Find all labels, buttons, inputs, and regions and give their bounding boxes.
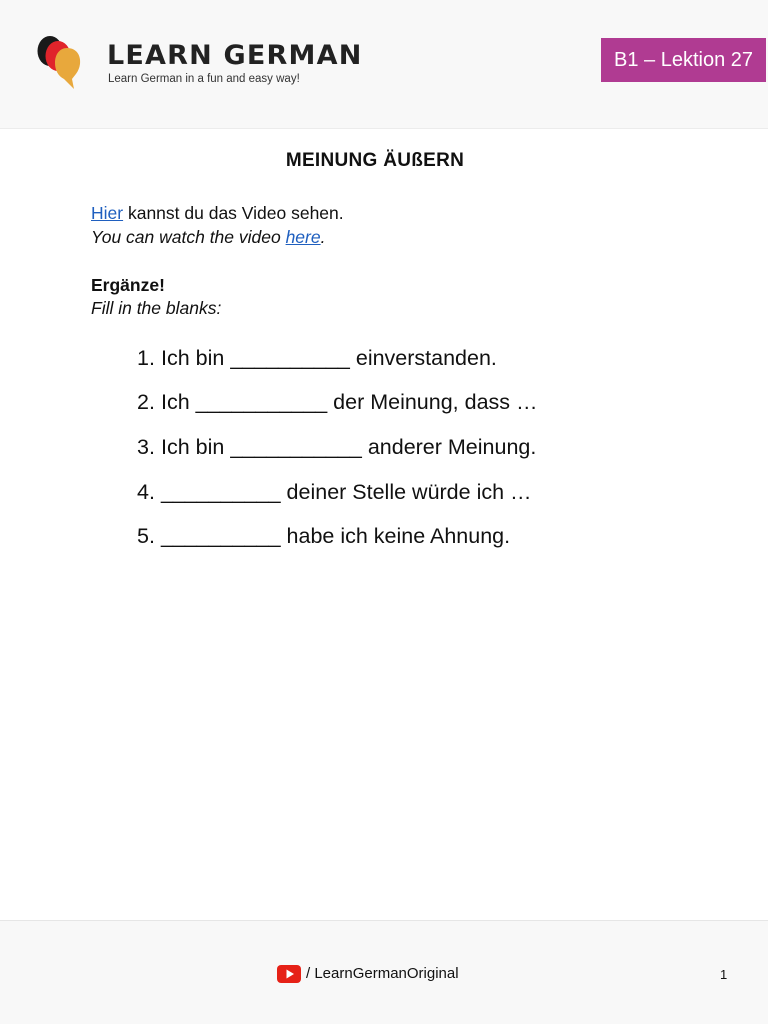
page-number: 1 [720,967,728,982]
video-link-hier[interactable]: Hier [91,203,124,223]
channel-link[interactable]: / LearnGermanOriginal [306,965,459,982]
exercise-text: __________ deiner Stelle würde ich … [161,479,532,504]
list-item [137,470,538,515]
video-line-english [91,227,325,248]
instruction-english: Fill in the blanks: [91,298,222,318]
exercise-list [137,336,538,559]
video-line-german [91,203,344,224]
brand-title: LEARN GERMAN [107,40,363,71]
video-line-german-text: kannst du das Video sehen. [123,203,344,223]
exercise-number: 3. [137,434,155,459]
page-header [0,0,768,129]
exercise-number: 4. [137,479,155,504]
list-item [137,514,538,559]
page-footer [0,920,768,1024]
brand-tagline: Learn German in a fun and easy way! [108,73,300,85]
page-title: MEINUNG ÄUßERN [285,150,465,171]
exercise-number: 2. [137,390,155,415]
exercise-text: Ich bin ___________ anderer Meinung. [161,434,537,459]
list-item [137,381,538,426]
list-item [137,336,538,381]
youtube-icon[interactable] [277,965,301,983]
video-line-english-text: You can watch the video [91,227,286,247]
exercise-number: 1. [137,345,155,370]
exercise-text: Ich bin __________ einverstanden. [161,345,497,370]
list-item [137,425,538,470]
exercise-number: 5. [137,524,155,549]
lesson-badge: B1 – Lektion 27 [601,38,766,82]
video-link-here[interactable]: here [285,227,321,247]
instruction-german: Ergänze! [91,275,165,295]
video-line-english-end: . [320,227,326,247]
speech-bubbles-germany-icon [36,34,82,90]
exercise-text: Ich ___________ der Meinung, dass … [161,390,538,415]
exercise-text: __________ habe ich keine Ahnung. [161,524,511,549]
